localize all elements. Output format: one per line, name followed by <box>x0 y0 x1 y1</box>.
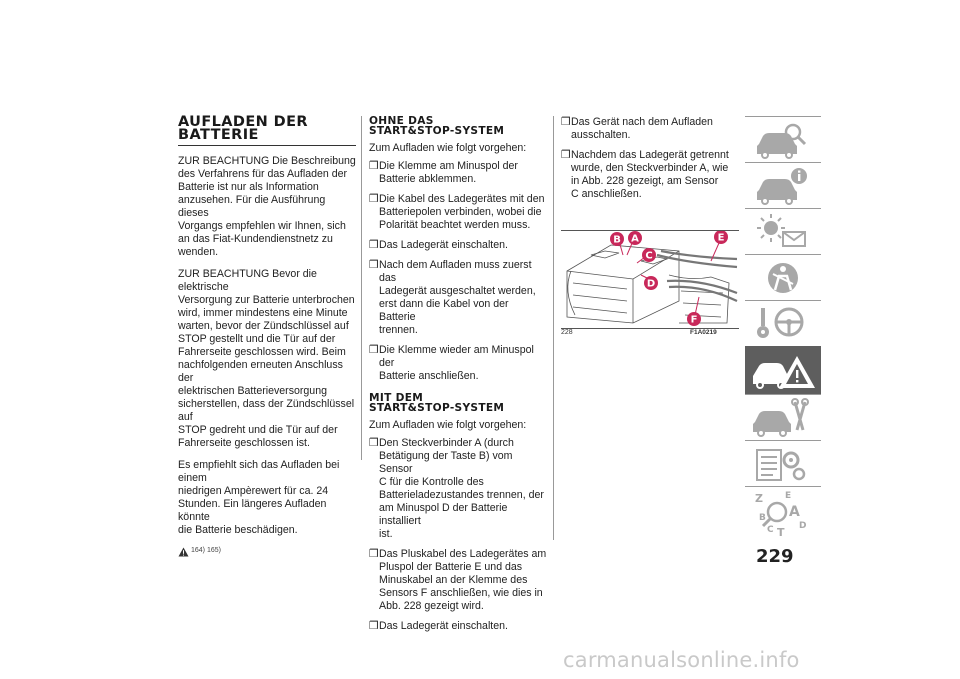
text-line: C für die Kontrolle des <box>379 476 484 488</box>
checkbox-bullet-icon: ❒ <box>369 344 379 356</box>
text-line: Pluspol der Batterie E und das <box>379 561 523 573</box>
figure-code: F1A0219 <box>690 329 717 336</box>
text-line: C anschließen. <box>571 188 642 200</box>
list-item <box>369 548 547 613</box>
heading-line: START&STOP-SYSTEM <box>369 402 505 414</box>
note-paragraph-1 <box>178 155 356 259</box>
text-line: warten, bevor der Zündschlüssel auf <box>178 320 349 332</box>
text-line: erst dann die Kabel von der Batterie <box>379 298 509 323</box>
text-line: Es empfiehlt sich das Aufladen bei einem <box>178 459 340 484</box>
text-line: elektrischen Batterieversorgung <box>178 385 327 397</box>
text-line: des Verfahrens für das Aufladen der <box>178 168 348 180</box>
list-item <box>561 116 739 142</box>
svg-text:C: C <box>767 525 774 535</box>
warning-lights-icon <box>745 208 821 254</box>
column-3 <box>561 116 739 208</box>
figure-number: 228 <box>561 329 573 336</box>
page-number: 229 <box>756 546 794 567</box>
checkbox-bullet-icon: ❒ <box>369 620 379 632</box>
battery-illustration <box>561 231 739 328</box>
column-divider <box>553 116 554 540</box>
text-line: Fahrerseite geschlossen wird. Beim <box>178 346 346 358</box>
maintenance-icon <box>745 394 821 440</box>
callout-d <box>644 276 658 290</box>
index-icon <box>745 486 821 538</box>
list-item <box>369 620 547 633</box>
text-line: sicherstellen, dass der Zündschlüssel auf <box>178 398 355 423</box>
checkbox-bullet-icon: ❒ <box>369 259 379 271</box>
text-line: Das Ladegerät einschalten. <box>379 620 508 632</box>
intro-text: Zum Aufladen wie folgt vorgehen: <box>369 419 527 431</box>
svg-text:A: A <box>789 504 800 520</box>
text-line: Batteriepolen verbinden, wobei die <box>379 206 542 218</box>
sidebar-item-emergency[interactable] <box>745 346 821 394</box>
subheading-with-startstop <box>369 393 547 413</box>
svg-text:D: D <box>646 278 656 290</box>
svg-text:E: E <box>785 491 792 501</box>
text-line: Batterie anschließen. <box>379 370 479 382</box>
text-line: Stunden. Ein längeres Aufladen könnte <box>178 498 327 523</box>
column-1 <box>178 116 356 557</box>
warning-triangle-icon <box>178 547 189 557</box>
svg-text:E: E <box>717 232 725 244</box>
car-search-icon <box>745 116 821 162</box>
checkbox-bullet-icon: ❒ <box>369 437 379 449</box>
breakdown-icon <box>745 346 821 394</box>
text-line: Batterie ist nur als Information <box>178 181 319 193</box>
checkbox-bullet-icon: ❒ <box>561 149 571 161</box>
car-info-icon <box>745 162 821 208</box>
text-line: STOP gestellt und die Tür auf der <box>178 333 336 345</box>
text-line: wenden. <box>178 246 219 258</box>
list-item <box>561 149 739 201</box>
intro-text: Zum Aufladen wie folgt vorgehen: <box>369 142 527 154</box>
text-line: ZUR BEACHTUNG Die Beschreibung <box>178 155 356 167</box>
text-line: Minuskabel an der Klemme des <box>379 574 528 586</box>
battery-charging-figure <box>561 230 739 329</box>
svg-text:Z: Z <box>755 492 763 505</box>
text-line: Batterie abklemmen. <box>379 173 477 185</box>
svg-text:C: C <box>645 250 653 262</box>
paragraph-3 <box>178 459 356 537</box>
svg-text:D: D <box>799 521 807 531</box>
text-line: Die Klemme wieder am Minuspol der <box>379 344 534 369</box>
heading-line: OHNE DAS <box>369 115 434 127</box>
svg-text:B: B <box>759 513 766 523</box>
checkbox-bullet-icon: ❒ <box>369 193 379 205</box>
text-line: anzusehen. Für die Ausführung dieses <box>178 194 326 219</box>
text-line: Nach dem Aufladen muss zuerst das <box>379 259 532 284</box>
text-line: in Abb. 228 gezeigt, am Sensor <box>571 175 719 187</box>
text-line: wird, immer mindestens eine Minute <box>178 307 348 319</box>
column-2 <box>369 116 547 640</box>
text-line: Sensors F anschließen, wie dies in <box>379 587 543 599</box>
list-item <box>369 193 547 232</box>
svg-text:F: F <box>690 314 698 326</box>
callout-c <box>642 248 656 262</box>
text-line: Das Ladegerät einschalten. <box>379 239 508 251</box>
safety-icon <box>745 254 821 300</box>
checkbox-bullet-icon: ❒ <box>369 239 379 251</box>
svg-text:T: T <box>777 526 785 538</box>
chapter-sidebar <box>745 116 821 538</box>
text-line: Nachdem das Ladegerät getrennt <box>571 149 729 161</box>
heading-line: MIT DEM <box>369 392 424 404</box>
text-line: wurde, den Steckverbinder A, wie <box>571 162 729 174</box>
steering-key-icon <box>745 300 821 346</box>
callout-b <box>610 232 624 246</box>
list-item <box>369 437 547 541</box>
callout-f <box>687 312 701 326</box>
text-line: Fahrerseite geschlossen ist. <box>178 437 310 449</box>
sidebar-item-index[interactable] <box>745 486 821 546</box>
text-line: an das Fiat-Kundendienstnetz zu <box>178 233 333 245</box>
text-line: Ladegerät ausgeschaltet werden, <box>379 285 536 297</box>
svg-text:B: B <box>613 234 621 246</box>
heading-line: AUFLADEN DER <box>178 114 308 130</box>
text-line: ausschalten. <box>571 129 631 141</box>
text-line: Die Kabel des Ladegerätes mit den <box>379 193 545 205</box>
list-item <box>369 239 547 252</box>
checkbox-bullet-icon: ❒ <box>369 548 379 560</box>
watermark-text: carmanualsonline.info <box>563 648 800 672</box>
list-item <box>369 259 547 337</box>
callout-a <box>628 231 642 245</box>
column-divider <box>361 116 362 460</box>
warning-reference <box>178 544 356 557</box>
text-line: Betätigung der Taste B) vom Sensor <box>379 450 513 475</box>
text-line: am Minuspol D der Batterie installiert <box>379 502 508 527</box>
text-line: ist. <box>379 528 393 540</box>
svg-text:A: A <box>631 233 639 245</box>
subheading-without-startstop <box>369 116 547 136</box>
checkbox-bullet-icon: ❒ <box>369 160 379 172</box>
section-heading-charging <box>178 116 356 146</box>
text-line: Das Gerät nach dem Aufladen <box>571 116 713 128</box>
text-line: Versorgung zur Batterie unterbrochen <box>178 294 355 306</box>
text-line: Abb. 228 gezeigt wird. <box>379 600 484 612</box>
list-item <box>369 160 547 186</box>
text-line: trennen. <box>379 324 418 336</box>
text-line: STOP gedreht und die Tür auf der <box>178 424 338 436</box>
text-line: niedrigen Ampèrewert für ca. 24 <box>178 485 329 497</box>
list-item <box>369 344 547 383</box>
text-line: die Batterie beschädigen. <box>178 524 298 536</box>
note-paragraph-2 <box>178 268 356 450</box>
text-line: Das Pluskabel des Ladegerätes am <box>379 548 547 560</box>
text-line: Polarität beachtet werden muss. <box>379 219 531 231</box>
text-line: Vorgangs empfehlen wir Ihnen, sich <box>178 220 346 232</box>
checkbox-bullet-icon: ❒ <box>561 116 571 128</box>
specs-icon <box>745 440 821 486</box>
heading-line: START&STOP-SYSTEM <box>369 125 505 137</box>
text-line: Den Steckverbinder A (durch <box>379 437 514 449</box>
text-line: Die Klemme am Minuspol der <box>379 160 518 172</box>
warning-ref-text: 164) 165) <box>191 547 221 554</box>
text-line: Batterieladezustandes trennen, der <box>379 489 544 501</box>
text-line: nachfolgenden erneuten Anschluss der <box>178 359 343 384</box>
text-line: ZUR BEACHTUNG Bevor die elektrische <box>178 268 317 293</box>
heading-line: BATTERIE <box>178 127 259 143</box>
